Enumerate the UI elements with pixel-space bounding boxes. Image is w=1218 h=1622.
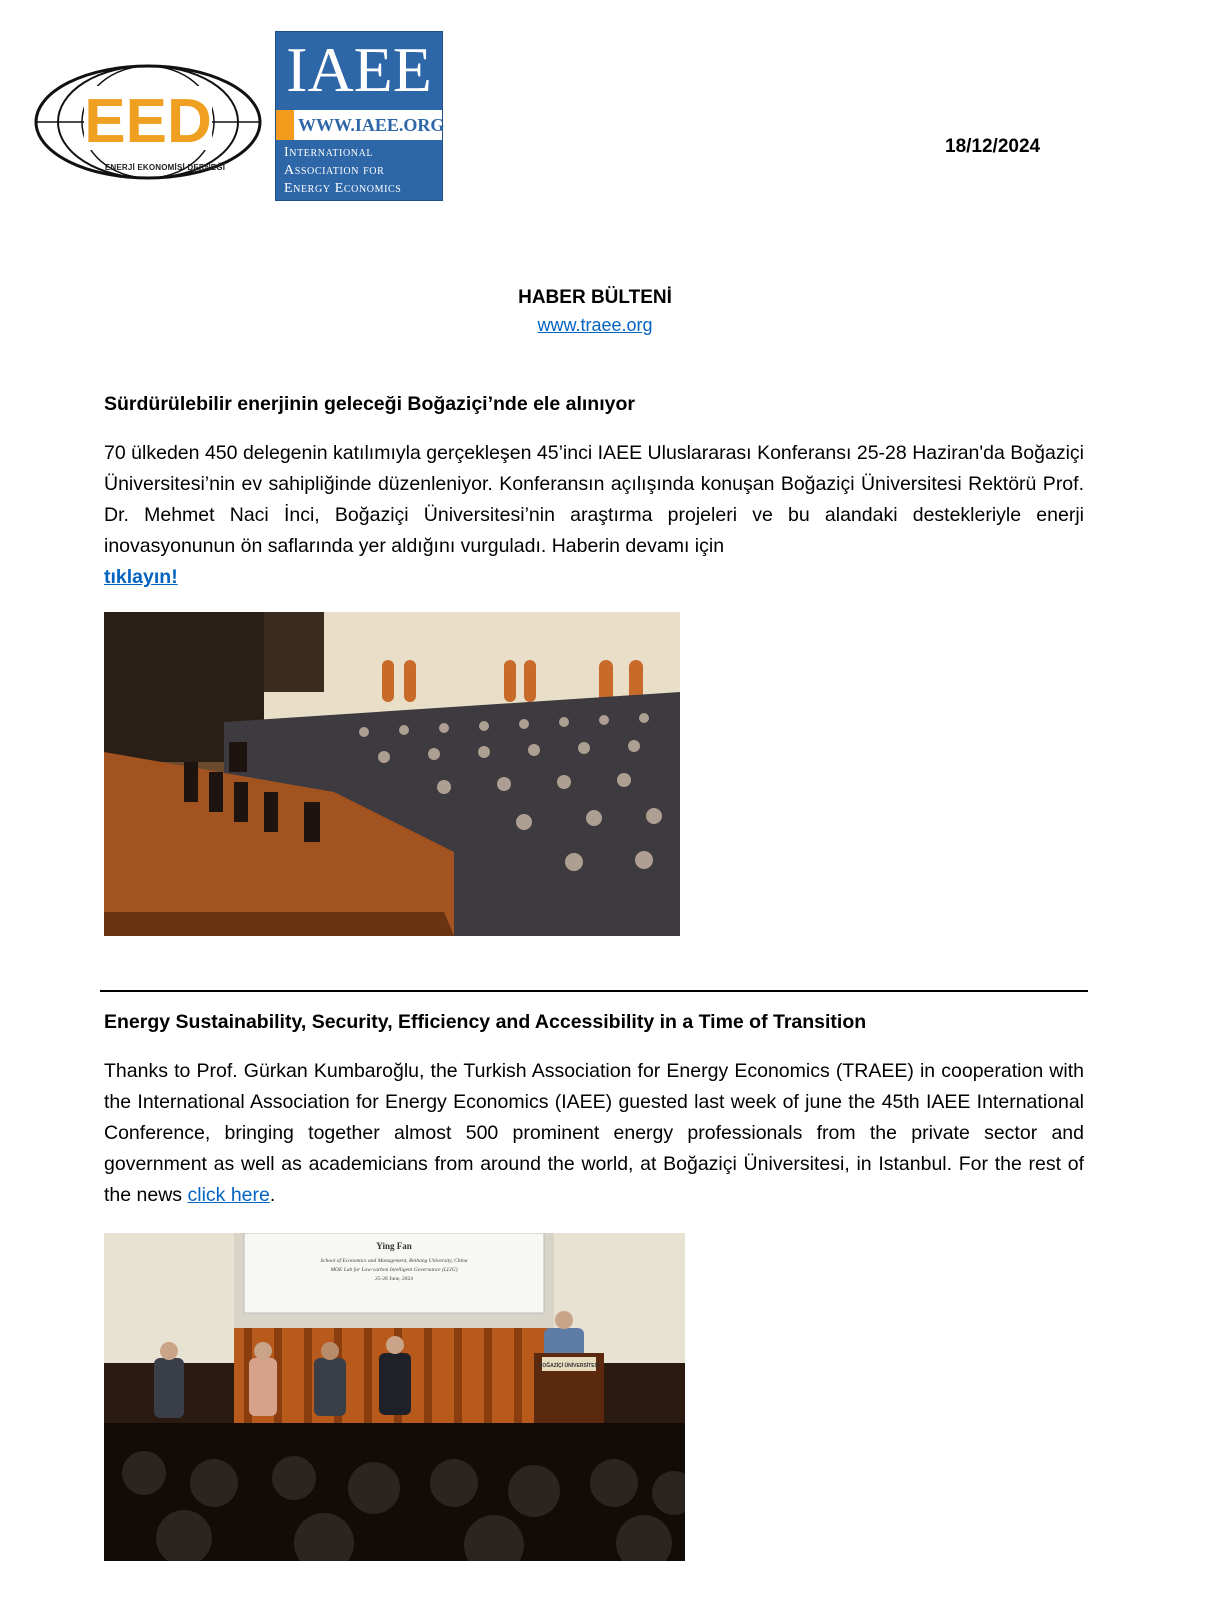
section-divider (100, 990, 1088, 992)
article-tr-text: 70 ülkeden 450 delegenin katılımıyla gerçekleşen 45’inci IAEE Uluslararası Konferansı 25-28 Haziran'da Boğaziçi Üniversitesi’nin ev sahipliğinde düzenleniyor. Konferansın açılışında konuşan Boğaziçi Üniversitesi Rektörü Prof. Dr. Mehmet Naci İnci, Boğaziçi Üniversitesi’nin araştırma projeleri ve bu alandaki destekleriyle enerji inovasyonunun ön saflarında yer aldığını vurguladı. Haberin devamı için (104, 442, 1084, 557)
conference-hall-photo (104, 612, 680, 936)
website-link[interactable]: www.traee.org (537, 315, 653, 335)
conference-hall-image (104, 612, 680, 936)
iaee-logo-wordmark: IAEE (276, 32, 442, 110)
eed-subtitle: ENERJİ EKONOMİSİ DERNEĞİ (104, 163, 226, 172)
article-en-body: Thanks to Prof. Gürkan Kumbaroğlu, the Turkish Association for Energy Economics (TRAEE) in cooperation with the International Association for Energy Economics (IAEE) guested last week of june the 45th IAEE International Conference, bringing together almost 500 prominent energy professionals from the private sector and government as well as academicians from around the world, at Boğaziçi Üniversitesi, in Istanbul. For the rest of the news click here. (104, 1060, 1084, 1206)
svg-text:MOE Lab for Low-carbon Intelli: MOE Lab for Low-carbon Intelligent Governance (LLIG) (330, 1267, 458, 1273)
svg-text:BOĞAZİÇİ ÜNİVERSİTESİ: BOĞAZİÇİ ÜNİVERSİTESİ (538, 1363, 600, 1369)
panel-session-photo (104, 1233, 685, 1561)
eed-logo (28, 58, 268, 186)
iaee-logo-url: WWW.IAEE.ORG (298, 115, 445, 135)
svg-text:School of Economics and Manage: School of Economics and Management, Beihang University, China (320, 1258, 468, 1264)
iaee-logo (275, 31, 443, 201)
article-en-headline: Energy Sustainability, Security, Efficiency and Accessibility in a Time of Transition (104, 1011, 867, 1033)
bulletin-date: 18/12/2024 (945, 136, 1041, 157)
svg-text:EED: EED (84, 87, 212, 156)
article-tr-body (104, 438, 1084, 593)
article-en-text: Thanks to Prof. Gürkan Kumbaroğlu, the Turkish Association for Energy Economics (TRAEE) in cooperation with the International Association for Energy Economics (IAEE) guested last week of june the 45th IAEE International Conference, bringing together almost 500 prominent energy professionals from the private sector and government as well as academicians from around the world, at Boğaziçi Üniversitesi, in Istanbul. For the rest of the news (104, 1060, 1084, 1206)
svg-text:25-28 June, 2024: 25-28 June, 2024 (374, 1276, 414, 1282)
article-tr-headline: Sürdürülebilir enerjinin geleceği Boğaziçi’nde ele alınıyor (104, 393, 635, 415)
bulletin-title: HABER BÜLTENİ (518, 287, 672, 308)
article-en-read-more-link[interactable]: click here (187, 1184, 270, 1206)
svg-text:Ying Fan: Ying Fan (376, 1241, 412, 1251)
article-tr-read-more-link[interactable]: tıklayın! (104, 566, 178, 588)
panel-session-image (104, 1233, 685, 1561)
iaee-logo-name: International Association for Energy Economics (276, 140, 442, 200)
iaee-logo-accent (276, 110, 294, 140)
